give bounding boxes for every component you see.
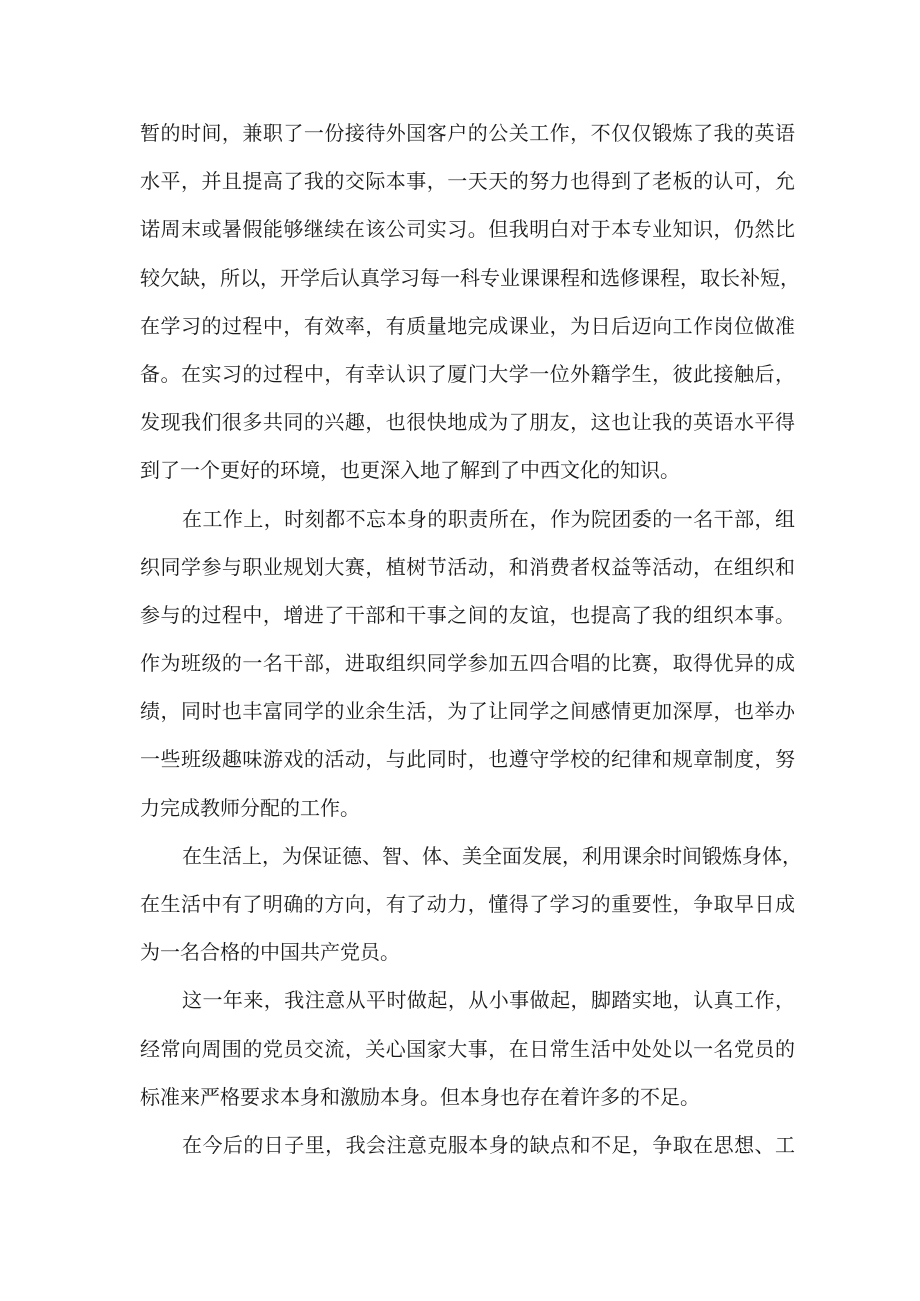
- text-line: 水平，并且提高了我的交际本事，一天天的努力也得到了老板的认可，允: [140, 169, 795, 194]
- text-line: 这一年来，我注意从平时做起，从小事做起，脚踏实地，认真工作，: [182, 988, 795, 1013]
- paragraph-1: [140, 109, 800, 495]
- text-line: 在工作上，时刻都不忘本身的职责所在，作为院团委的一名干部，组: [182, 506, 795, 531]
- text-line: 较欠缺，所以，开学后认真学习每一科专业课课程和选修课程，取长补短，: [140, 265, 800, 290]
- text-line: 一些班级趣味游戏的活动，与此同时，也遵守学校的纪律和规章制度，努: [140, 747, 795, 772]
- text-line: 在今后的日子里，我会注意克服本身的缺点和不足，争取在思想、工: [182, 1132, 795, 1157]
- text-line: 在生活中有了明确的方向，有了动力，懂得了学习的重要性，争取早日成: [140, 892, 795, 916]
- text-line: 暂的时间，兼职了一份接待外国客户的公关工作，不仅仅锻炼了我的英语: [140, 121, 795, 145]
- text-line: 诺周末或暑假能够继续在该公司实习。但我明白对于本专业知识，仍然比: [140, 217, 795, 242]
- text-line: 力完成教师分配的工作。: [140, 795, 360, 820]
- text-line: 织同学参与职业规划大赛，植树节活动，和消费者权益等活动，在组织和: [140, 554, 795, 579]
- text-line: 经常向周围的党员交流，关心国家大事，在日常生活中处处以一名党员的: [140, 1036, 795, 1061]
- paragraph-4: [140, 976, 795, 1121]
- text-line: 为一名合格的中国共产党员。: [140, 940, 400, 965]
- text-line: 作为班级的一名干部，进取组织同学参加五四合唱的比赛，取得优异的成: [140, 651, 795, 676]
- document-body: [140, 109, 802, 1169]
- text-line: 绩，同时也丰富同学的业余生活，为了让同学之间感情更加深厚，也举办: [140, 699, 795, 724]
- paragraph-5: [140, 1121, 795, 1169]
- text-line: 发现我们很多共同的兴趣，也很快地成为了朋友，这也让我的英语水平得: [140, 410, 795, 435]
- text-line: 在生活上，为保证德、智、体、美全面发展，利用课余时间锻炼身体，: [182, 843, 802, 868]
- paragraph-3: [140, 832, 802, 977]
- text-line: 备。在实习的过程中，有幸认识了厦门大学一位外籍学生，彼此接触后，: [140, 361, 795, 386]
- paragraph-2: [140, 495, 795, 832]
- text-line: 到了一个更好的环境，也更深入地了解到了中西文化的知识。: [140, 458, 680, 483]
- text-line: 参与的过程中，增进了干部和干事之间的友谊，也提高了我的组织本事。: [140, 602, 795, 627]
- text-line: 在学习的过程中，有效率，有质量地完成课业，为日后迈向工作岗位做准: [140, 313, 795, 338]
- text-line: 标准来严格要求本身和激励本身。但本身也存在着许多的不足。: [140, 1084, 700, 1109]
